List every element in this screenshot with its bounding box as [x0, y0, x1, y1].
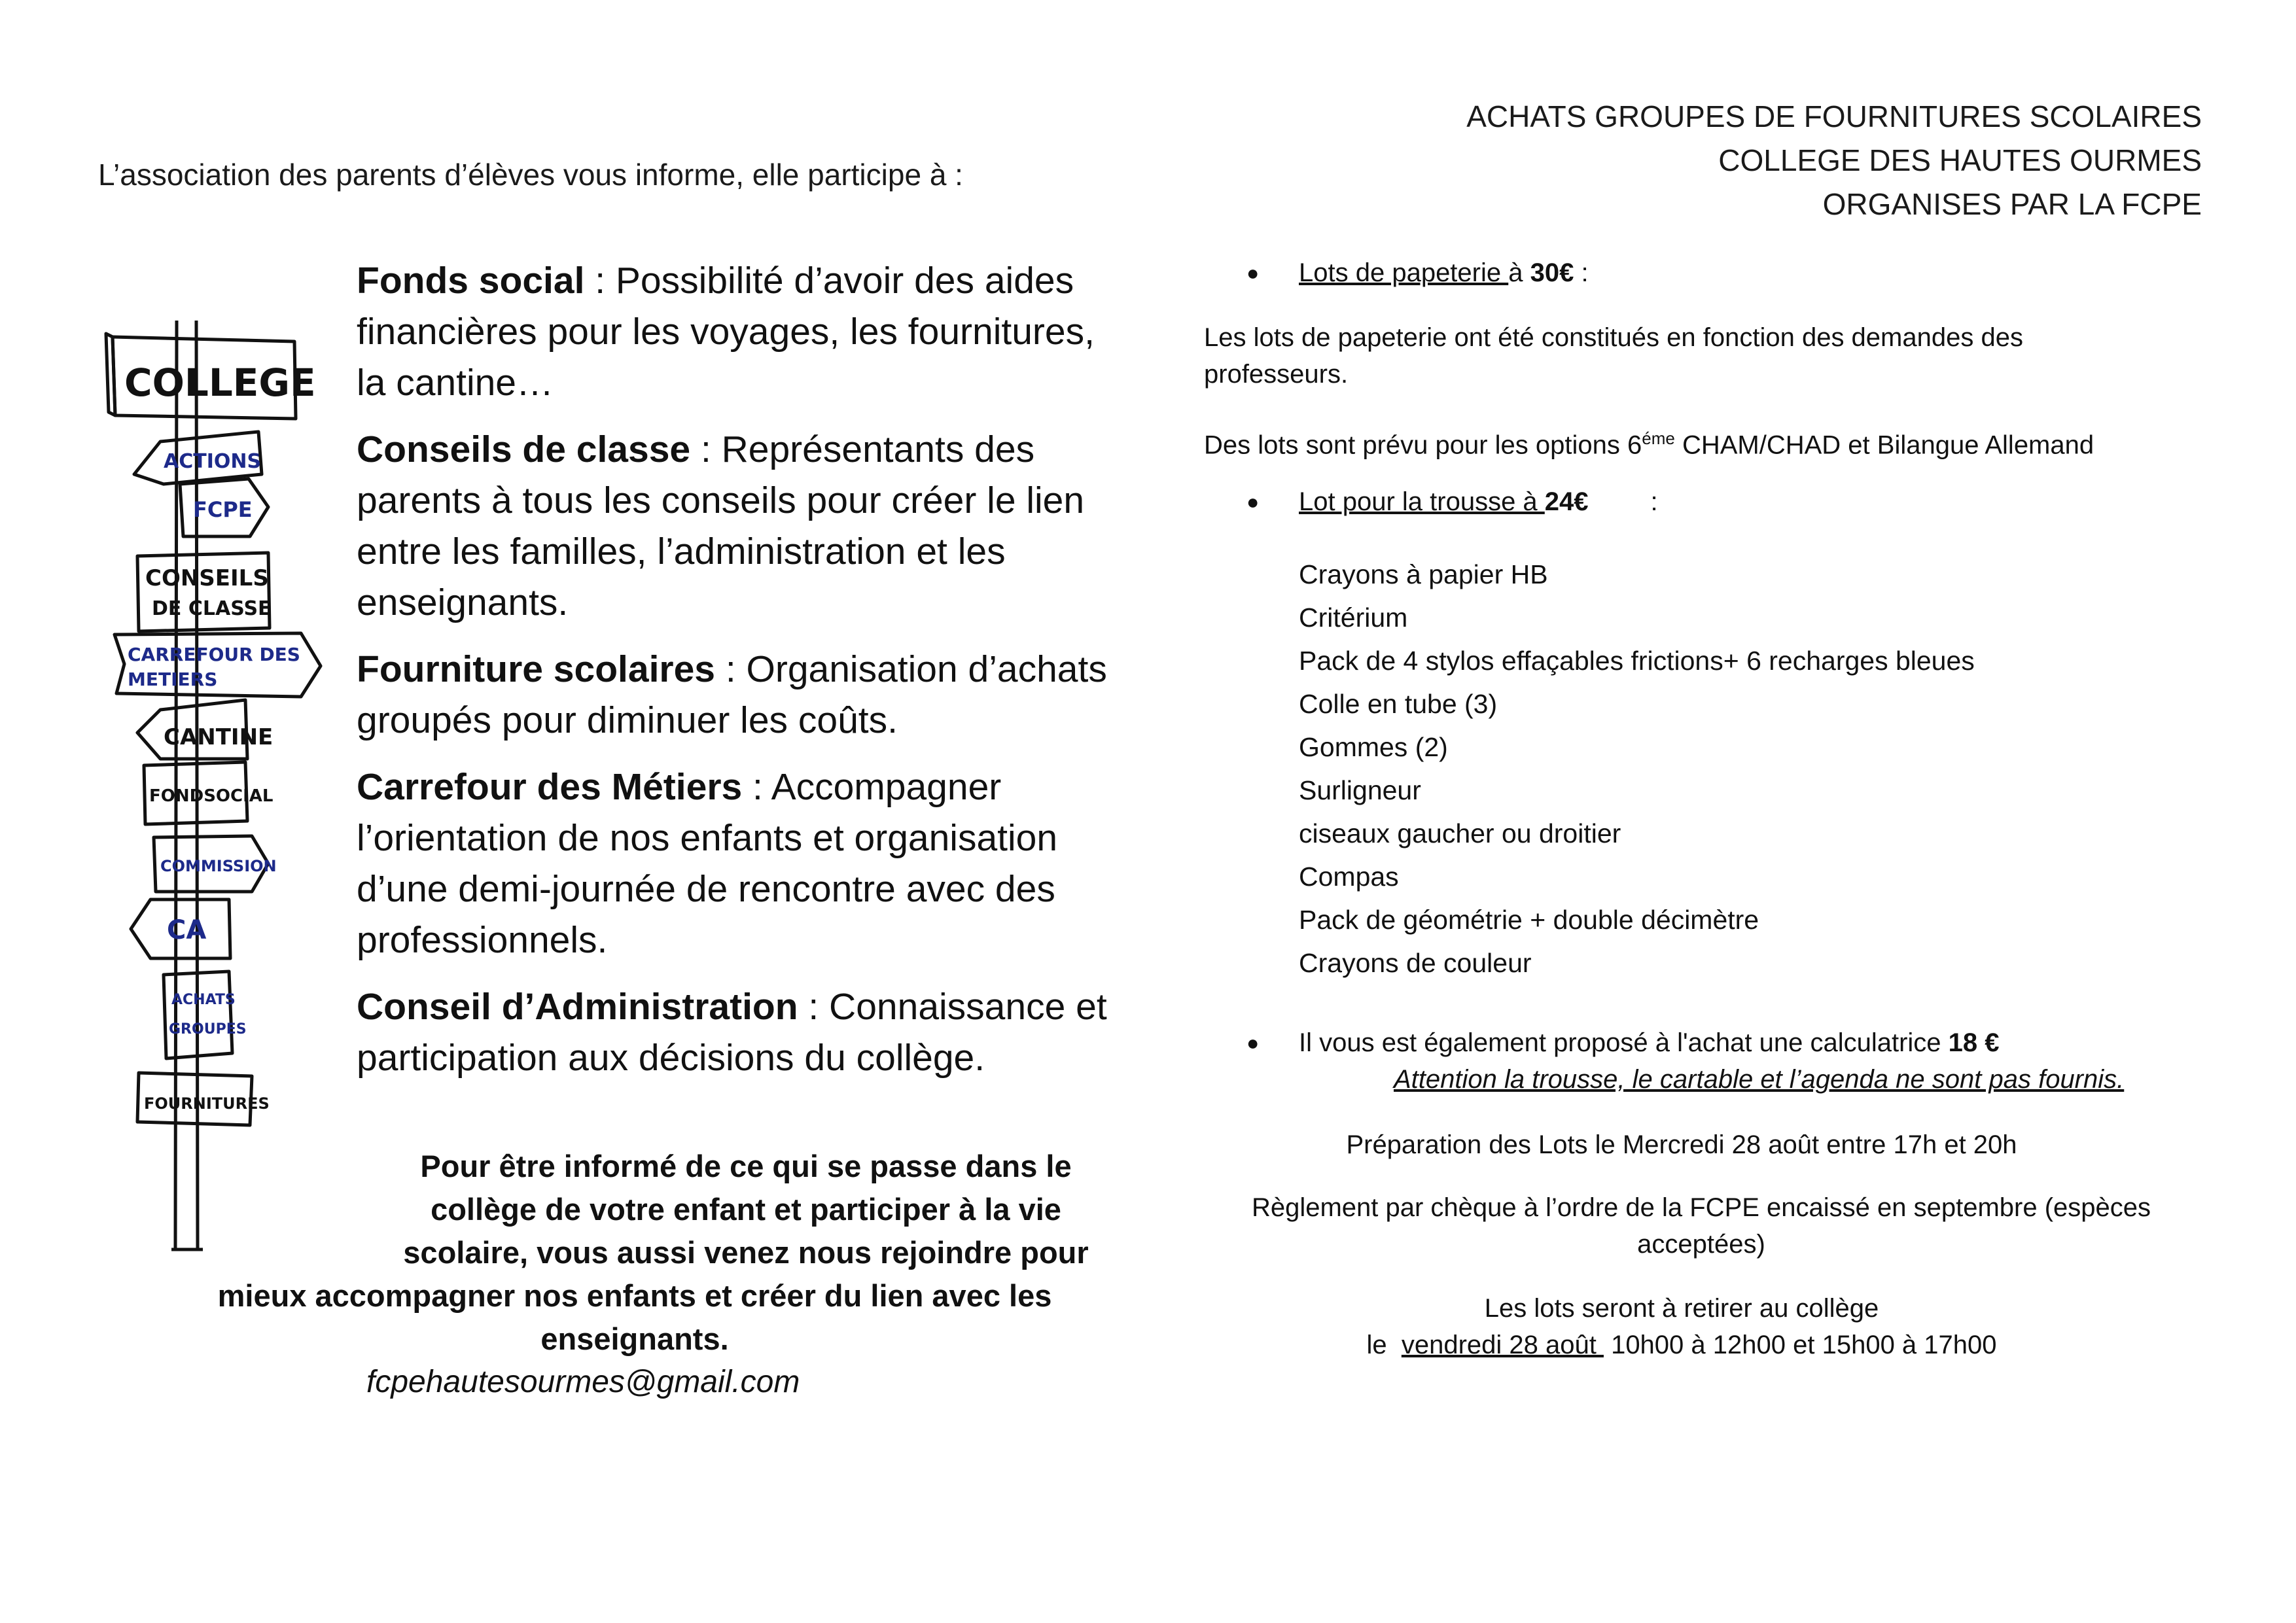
papeterie-description: Les lots de papeterie ont été constitués en fonction des demandes des professeurs.: [1204, 323, 2023, 389]
participation-list: [357, 255, 1116, 1099]
bullet-icon: ●: [1246, 261, 1260, 285]
papeterie-options: [1204, 420, 2094, 463]
item-carrefour-metiers: [357, 761, 1116, 966]
item-text: : Accompagner l’orientation de nos enfants et organisation d’une demi-journée de rencontre avec des professionnels.: [357, 766, 1058, 961]
item-conseil-administration: [357, 981, 1116, 1083]
sign-groupes: GROUPES: [169, 1021, 247, 1038]
papeterie-colon: :: [1574, 258, 1589, 287]
calculatrice-line: [1246, 1028, 2000, 1058]
header-line-2: COLLEGE DES HAUTES OURMES: [1718, 143, 2202, 177]
list-item: Compas: [1299, 862, 1399, 892]
list-item: Colle en tube (3): [1299, 689, 1498, 719]
papeterie-a: à: [1508, 258, 1530, 287]
sign-cantine: CANTINE: [164, 724, 274, 750]
retrait-line-2: [1204, 1327, 2159, 1363]
list-item: Gommes (2): [1299, 732, 1448, 762]
trousse-price: 24€: [1544, 487, 1589, 516]
sign-fondsocial: FONDSOCIAL: [149, 786, 274, 806]
list-item: Critérium: [1299, 602, 1408, 633]
attention-note: Attention la trousse, le cartable et l’agenda ne sont pas fournis.: [1394, 1065, 2125, 1094]
join-message: [144, 1145, 1125, 1361]
sign-metiers: METIERS: [128, 669, 218, 690]
list-item: Pack de géométrie + double décimètre: [1299, 905, 1759, 935]
join-line-1: Pour être informé de ce qui se passe dans le: [420, 1149, 1072, 1183]
join-line-5: enseignants.: [540, 1321, 729, 1356]
sign-commission: COMMISSION: [160, 857, 277, 875]
list-item: Surligneur: [1299, 775, 1421, 805]
list-item: Crayons de couleur: [1299, 948, 1532, 978]
header-block: [1243, 95, 2202, 226]
list-item: Pack de 4 stylos effaçables frictions+ 6 recharges bleues: [1299, 646, 1975, 676]
papeterie-label: Lots de papeterie: [1299, 258, 1509, 287]
item-title: Conseils de classe: [357, 428, 691, 470]
intro-text: L’association des parents d’élèves vous informe, elle participe à :: [98, 158, 963, 192]
header-line-1: ACHATS GROUPES DE FOURNITURES SCOLAIRES: [1466, 99, 2202, 133]
sign-conseils: CONSEILS: [145, 565, 269, 591]
calculatrice-price: 18 €: [1948, 1028, 2000, 1057]
item-title: Conseil d’Administration: [357, 986, 798, 1028]
sign-fournitures: FOURNITURES: [144, 1094, 270, 1113]
sign-fcpe: FCPE: [193, 497, 253, 522]
list-item: ciseaux gaucher ou droitier: [1299, 818, 1621, 848]
item-title: Fonds social: [357, 260, 585, 302]
retrait-le: le: [1366, 1331, 1402, 1359]
trousse-colon: :: [1650, 487, 1658, 516]
bullet-icon: ●: [1246, 490, 1260, 514]
retrait-hours: 10h00 à 12h00 et 15h00 à 17h00: [1603, 1331, 1997, 1359]
reglement-text: Règlement par chèque à l’ordre de la FCPE encaissé en septembre (espèces acceptées): [1251, 1193, 2151, 1259]
join-line-3: scolaire, vous aussi venez nous rejoindre pour: [403, 1235, 1089, 1270]
item-text: : Connaissance et participation aux décisions du collège.: [357, 986, 1107, 1079]
papeterie-line: [1246, 258, 1589, 288]
sign-college: COLLEGE: [124, 360, 316, 405]
item-conseils-classe: [357, 424, 1116, 628]
options-pre: Des lots sont prévu pour les options 6: [1204, 430, 1642, 460]
bullet-icon: ●: [1246, 1031, 1260, 1055]
item-title: Fourniture scolaires: [357, 648, 715, 690]
sign-achats: ACHATS: [171, 992, 236, 1008]
sign-ca: CA: [167, 915, 207, 945]
trousse-items: [1299, 553, 1975, 985]
header-line-3: ORGANISES PAR LA FCPE: [1822, 187, 2202, 221]
item-text: : Représentants des parents à tous les conseils pour créer le lien entre les familles, l’administration et les enseignants.: [357, 428, 1085, 623]
sign-actions: ACTIONS: [164, 450, 262, 473]
retrait-line-1: Les lots seront à retirer au collège: [1484, 1294, 1879, 1323]
options-sup: éme: [1642, 428, 1675, 448]
item-fonds-social: [357, 255, 1116, 408]
options-post: CHAM/CHAD et Bilangue Allemand: [1674, 430, 2094, 460]
retrait-block: [1204, 1290, 2159, 1363]
preparation-text: Préparation des Lots le Mercredi 28 août entre 17h et 20h: [1346, 1130, 2017, 1159]
sign-carrefour: CARREFOUR DES: [128, 644, 300, 665]
item-title: Carrefour des Métiers: [357, 766, 743, 808]
contact-email[interactable]: fcpehautesourmes@gmail.com: [366, 1365, 800, 1399]
retrait-date: vendredi 28 août: [1401, 1331, 1604, 1359]
calculatrice-text: Il vous est également proposé à l'achat une calculatrice: [1299, 1028, 1949, 1057]
join-line-4: mieux accompagner nos enfants et créer du lien avec les: [217, 1278, 1052, 1313]
list-item: Crayons à papier HB: [1299, 559, 1548, 589]
signpost-illustration: [98, 307, 347, 1263]
item-fourniture-scolaires: [357, 644, 1116, 746]
papeterie-price: 30€: [1530, 258, 1574, 287]
item-text: : Possibilité d’avoir des aides financières pour les voyages, les fournitures, la cantine…: [357, 260, 1095, 404]
item-text: : Organisation d’achats groupés pour diminuer les coûts.: [357, 648, 1107, 741]
sign-de-classe: DE CLASSE: [152, 597, 272, 620]
trousse-label: Lot pour la trousse à: [1299, 487, 1545, 516]
join-line-2: collège de votre enfant et participer à la vie: [431, 1192, 1061, 1227]
trousse-line: [1246, 487, 1658, 517]
